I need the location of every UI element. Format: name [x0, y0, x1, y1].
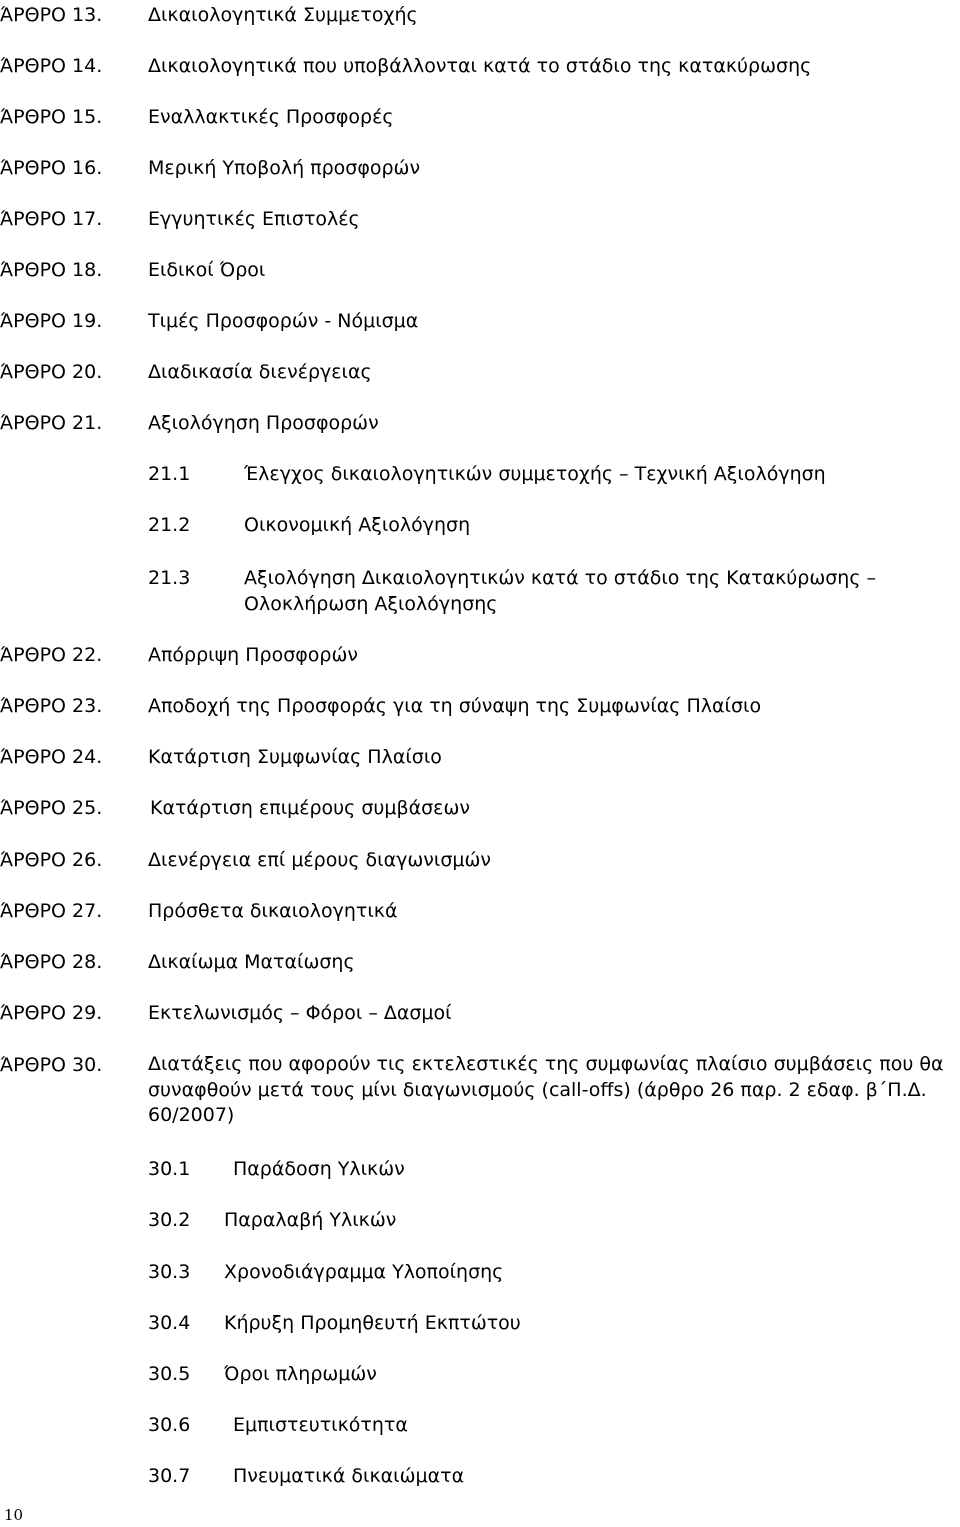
article-number: ΆΡΘΡΟ 17.: [0, 208, 103, 230]
article-title: Διαδικασία διενέργειας: [148, 361, 372, 383]
article-title: Δικαιολογητικά Συμμετοχής: [148, 4, 418, 26]
toc-entry: [0, 793, 960, 823]
toc-entry: [0, 896, 960, 926]
subsection-number: 30.2: [148, 1209, 191, 1231]
subsection-number: 30.4: [148, 1312, 191, 1334]
article-number: ΆΡΘΡΟ 21.: [0, 412, 103, 434]
article-number: ΆΡΘΡΟ 29.: [0, 1002, 103, 1024]
page-number: 10: [4, 1506, 24, 1524]
subsection-number: 30.7: [148, 1465, 191, 1487]
article-title: Πρόσθετα δικαιολογητικά: [148, 900, 398, 922]
article-title: Απόρριψη Προσφορών: [148, 644, 358, 666]
subsection-title: Έλεγχος δικαιολογητικών συμμετοχής – Τεχνική Αξιολόγηση: [244, 463, 826, 485]
toc-entry: [0, 51, 960, 81]
article-number: ΆΡΘΡΟ 28.: [0, 951, 103, 973]
toc-entry: [0, 1050, 960, 1134]
article-title: Εγγυητικές Επιστολές: [148, 208, 360, 230]
subsection-number: 21.2: [148, 514, 191, 536]
subsection-title: Χρονοδιάγραμμα Υλοποίησης: [224, 1261, 504, 1283]
article-number: ΆΡΘΡΟ 24.: [0, 746, 103, 768]
article-number: ΆΡΘΡΟ 23.: [0, 695, 103, 717]
article-number: ΆΡΘΡΟ 22.: [0, 644, 103, 666]
article-title: Εκτελωνισμός – Φόροι – Δασμοί: [148, 1002, 452, 1024]
article-title: Δικαίωμα Ματαίωσης: [148, 951, 355, 973]
article-number: ΆΡΘΡΟ 25.: [0, 797, 103, 819]
article-title: Αξιολόγηση Προσφορών: [148, 412, 379, 434]
subsection-title: Παράδοση Υλικών: [233, 1158, 405, 1180]
subsection-title: Παραλαβή Υλικών: [224, 1209, 397, 1231]
subsection-title: Κήρυξη Προμηθευτή Εκπτώτου: [224, 1312, 521, 1334]
article-title: Δικαιολογητικά που υποβάλλονται κατά το στάδιο της κατακύρωσης: [148, 55, 812, 77]
article-title: Διατάξεις που αφορούν τις εκτελεστικές της συμφωνίας πλαίσιο συμβάσεις που θα συναφθούν μετά τους μίνι διαγωνισμούς (call-offs) (άρθρο 26 παρ. 2 εδαφ. β΄Π.Δ. 60/2007): [148, 1053, 944, 1126]
article-number: ΆΡΘΡΟ 16.: [0, 157, 103, 179]
article-number: ΆΡΘΡΟ 30.: [0, 1054, 103, 1076]
article-number: ΆΡΘΡΟ 14.: [0, 55, 103, 77]
article-number: ΆΡΘΡΟ 20.: [0, 361, 103, 383]
article-title: Μερική Υποβολή προσφορών: [148, 157, 421, 179]
subsection-number: 21.3: [148, 567, 191, 589]
article-title: Κατάρτιση Συμφωνίας Πλαίσιο: [148, 746, 442, 768]
toc-entry: [0, 691, 960, 721]
article-title: Διενέργεια επί μέρους διαγωνισμών: [148, 849, 491, 871]
article-number: ΆΡΘΡΟ 18.: [0, 259, 103, 281]
toc-entry: [0, 408, 960, 438]
subsection-number: 30.5: [148, 1363, 191, 1385]
toc-entry: [0, 0, 960, 30]
subsection-title: Πνευματικά δικαιώματα: [233, 1465, 465, 1487]
article-number: ΆΡΘΡΟ 26.: [0, 849, 103, 871]
toc-entry: [0, 998, 960, 1028]
article-title: Ειδικοί Όροι: [148, 259, 266, 281]
toc-entry: [0, 357, 960, 387]
subsection-title: Οικονομική Αξιολόγηση: [244, 514, 471, 536]
toc-entry: [0, 947, 960, 977]
article-number: ΆΡΘΡΟ 13.: [0, 4, 103, 26]
toc-entry: [0, 845, 960, 875]
article-title: Αποδοχή της Προσφοράς για τη σύναψη της Συμφωνίας Πλαίσιο: [148, 695, 762, 717]
subsection-number: 30.6: [148, 1414, 191, 1436]
toc-entry: [0, 742, 960, 772]
article-number: ΆΡΘΡΟ 27.: [0, 900, 103, 922]
toc-entry: [0, 306, 960, 336]
subsection-title: Εμπιστευτικότητα: [233, 1414, 408, 1436]
toc-entry: [0, 102, 960, 132]
subsection-title: Αξιολόγηση Δικαιολογητικών κατά το στάδιο της Κατακύρωσης – Ολοκλήρωση Αξιολόγησης: [244, 567, 877, 615]
toc-entry: [0, 640, 960, 670]
toc-entry: [0, 255, 960, 285]
toc-entry: [0, 153, 960, 183]
article-title: Κατάρτιση επιμέρους συμβάσεων: [150, 797, 470, 819]
subsection-number: 30.3: [148, 1261, 191, 1283]
article-number: ΆΡΘΡΟ 19.: [0, 310, 103, 332]
article-title: Εναλλακτικές Προσφορές: [148, 106, 394, 128]
article-title: Τιμές Προσφορών - Νόμισμα: [148, 310, 419, 332]
article-number: ΆΡΘΡΟ 15.: [0, 106, 103, 128]
subsection-number: 21.1: [148, 463, 191, 485]
toc-entry: [0, 204, 960, 234]
subsection-title: Όροι πληρωμών: [224, 1363, 377, 1385]
subsection-number: 30.1: [148, 1158, 191, 1180]
